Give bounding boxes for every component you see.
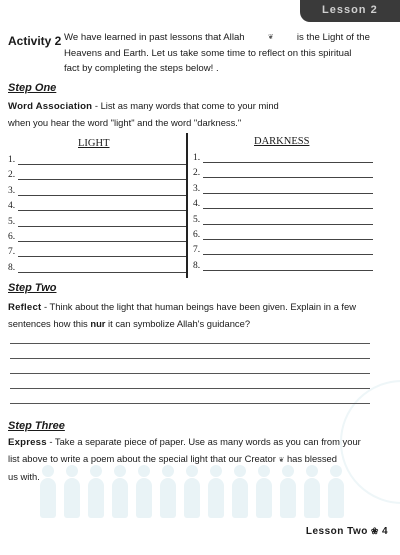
- step-two-text-2-post: it can symbolize Allah's guidance?: [105, 318, 251, 329]
- answer-line[interactable]: [10, 358, 370, 359]
- darkness-entry-row[interactable]: [193, 168, 375, 179]
- footer-lesson: Lesson Two: [305, 526, 368, 537]
- step-two-lead: Reflect: [8, 302, 42, 313]
- salutation-glyph-icon: ❦: [267, 34, 274, 41]
- darkness-entry-row[interactable]: [193, 184, 375, 195]
- light-entry-number: 5.: [8, 216, 16, 227]
- answer-line[interactable]: [10, 388, 370, 389]
- answer-line[interactable]: [10, 403, 370, 404]
- activity-intro: [64, 30, 370, 77]
- darkness-entry-row[interactable]: [193, 261, 375, 272]
- light-entry-number: 3.: [8, 185, 16, 196]
- lesson-corner-tab: Lesson 2: [300, 0, 400, 22]
- light-entry-row[interactable]: [8, 247, 188, 258]
- darkness-entry-blank-line[interactable]: [203, 162, 373, 163]
- step-one-lead: Word Association: [8, 101, 93, 112]
- darkness-entry-number: 1.: [193, 153, 201, 163]
- darkness-entry-number: 8.: [193, 260, 201, 271]
- darkness-column-title: DARKNESS: [254, 136, 310, 147]
- darkness-entry-number: 3.: [193, 183, 201, 194]
- intro-line-1: We have learned in past lessons that Allah: [64, 32, 245, 43]
- light-entry-row[interactable]: [8, 232, 188, 243]
- light-column-title: LIGHT: [78, 138, 110, 149]
- activity-label: Activity 2: [8, 34, 62, 48]
- page-footer: [306, 526, 388, 537]
- light-entry-blank-line[interactable]: [18, 179, 186, 180]
- darkness-entry-blank-line[interactable]: [203, 254, 373, 255]
- light-entry-row[interactable]: [8, 217, 188, 228]
- step-three-heading: Step Three: [8, 420, 65, 432]
- light-entry-number: 7.: [8, 247, 16, 258]
- light-entry-row[interactable]: [8, 170, 188, 181]
- light-entry-blank-line[interactable]: [18, 272, 186, 273]
- darkness-entry-blank-line[interactable]: [203, 193, 373, 194]
- darkness-entry-number: 6.: [193, 230, 201, 240]
- light-entry-number: 8.: [8, 262, 16, 273]
- answer-line[interactable]: [10, 373, 370, 374]
- step-three-text-2-end: has blessed: [286, 453, 337, 464]
- step-three-lead: Express: [8, 437, 47, 448]
- darkness-entry-blank-line[interactable]: [203, 224, 373, 225]
- light-entry-row[interactable]: [8, 155, 188, 166]
- light-entry-blank-line[interactable]: [18, 164, 186, 165]
- light-entry-number: 1.: [8, 155, 16, 165]
- step-three-text-3: us with.: [8, 471, 40, 482]
- light-entry-row[interactable]: [8, 186, 188, 197]
- darkness-entry-number: 2.: [193, 168, 201, 179]
- answer-line[interactable]: [10, 343, 370, 344]
- step-three-text-1: - Take a separate piece of paper. Use as many words as you can from your: [46, 436, 361, 447]
- light-entry-number: 6.: [8, 232, 16, 242]
- light-entry-blank-line[interactable]: [18, 256, 186, 257]
- salutation-glyph-icon: ❦: [278, 457, 285, 464]
- intro-line-1-end: is the Light of the: [296, 32, 370, 43]
- darkness-entry-number: 5.: [193, 214, 201, 225]
- darkness-entry-row[interactable]: [193, 199, 375, 210]
- darkness-entry-row[interactable]: [193, 153, 375, 164]
- darkness-entry-blank-line[interactable]: [203, 239, 373, 240]
- step-two-text-1: - Think about the light that human beings have been given. Explain in a few: [41, 301, 357, 312]
- darkness-entry-row[interactable]: [193, 245, 375, 256]
- darkness-entry-number: 7.: [193, 245, 201, 256]
- footer-page-number: 4: [381, 526, 388, 537]
- darkness-entry-blank-line[interactable]: [203, 208, 373, 209]
- light-entry-blank-line[interactable]: [18, 195, 186, 196]
- darkness-entry-number: 4.: [193, 199, 201, 210]
- step-one-text-1: - List as many words that come to your mind: [92, 100, 279, 111]
- step-three-text-2: list above to write a poem about the special light that our Creator: [8, 453, 276, 464]
- light-entry-blank-line[interactable]: [18, 226, 186, 227]
- intro-line-2: Heavens and Earth. Let us take some time to reflect on this spiritual: [64, 47, 352, 59]
- darkness-entry-blank-line[interactable]: [203, 270, 373, 271]
- light-entry-row[interactable]: [8, 263, 188, 274]
- step-one-instructions: [8, 98, 388, 131]
- step-two-heading: Step Two: [8, 282, 57, 294]
- step-one-text-2: when you hear the word "light" and the word "darkness.": [8, 117, 242, 128]
- light-entry-row[interactable]: [8, 201, 188, 212]
- darkness-entry-row[interactable]: [193, 230, 375, 241]
- light-entry-blank-line[interactable]: [18, 210, 186, 211]
- step-two-nur: nur: [90, 318, 106, 329]
- light-entry-number: 2.: [8, 170, 16, 181]
- step-one-heading: Step One: [8, 82, 57, 94]
- light-entry-number: 4.: [8, 201, 16, 212]
- darkness-entry-row[interactable]: [193, 215, 375, 226]
- step-three-instructions: [8, 434, 393, 485]
- intro-line-3: fact by completing the steps below! .: [64, 63, 219, 74]
- light-entry-blank-line[interactable]: [18, 241, 186, 242]
- step-two-text-2-pre: sentences how this: [8, 318, 91, 329]
- flower-icon: ❀: [370, 526, 379, 536]
- step-two-instructions: [8, 299, 393, 332]
- darkness-entry-blank-line[interactable]: [203, 177, 373, 178]
